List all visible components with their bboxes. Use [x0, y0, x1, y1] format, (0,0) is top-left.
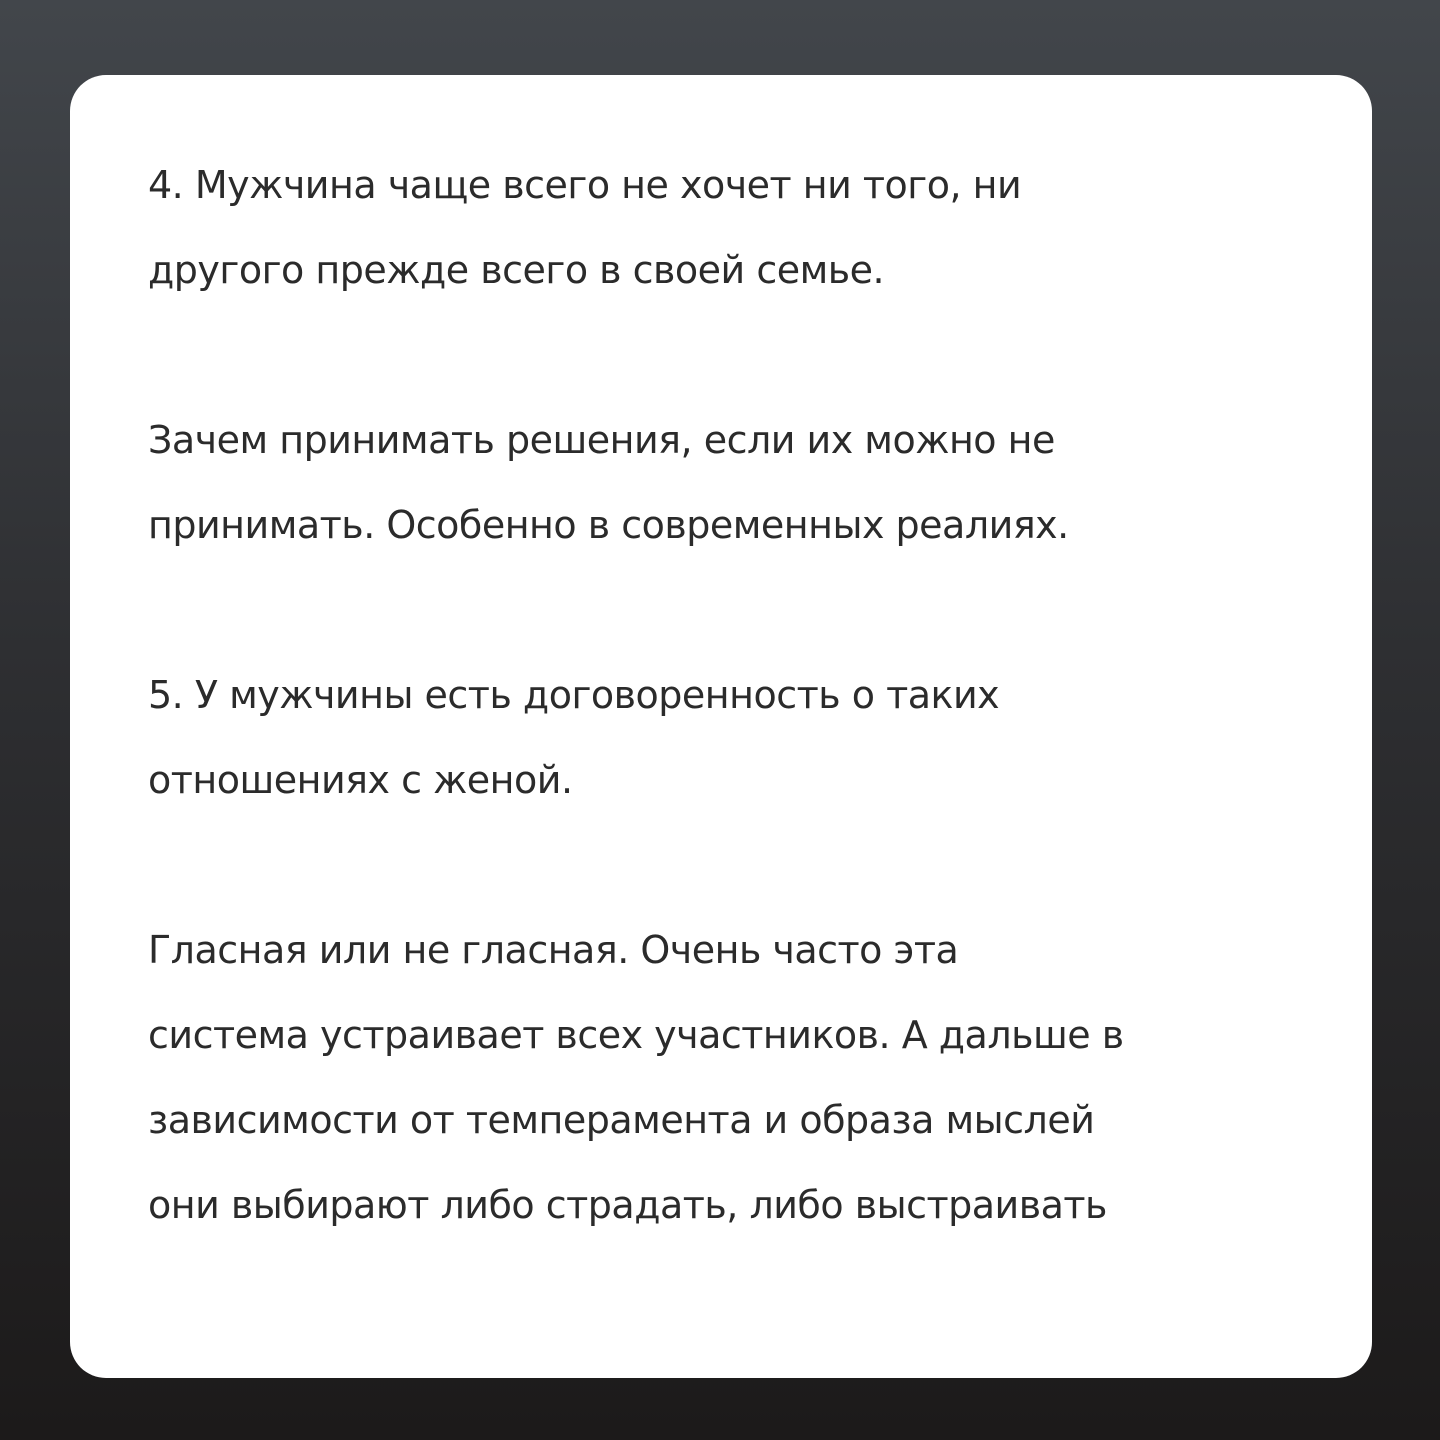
- card-text-body: [148, 143, 1332, 1248]
- paragraph-point-4: [148, 143, 1332, 313]
- text-card: [70, 75, 1372, 1378]
- text-line: Зачем принимать решения, если их можно не: [148, 418, 1055, 462]
- text-line: 4. Мужчина чаще всего не хочет ни того, ни: [148, 163, 1022, 207]
- text-line: 5. У мужчины есть договоренность о таких: [148, 673, 1000, 717]
- text-line: Гласная или не гласная. Очень часто эта: [148, 928, 959, 972]
- text-line: отношениях с женой.: [148, 758, 573, 802]
- text-line: зависимости от темперамента и образа мыслей: [148, 1098, 1095, 1142]
- paragraph-system: [148, 908, 1332, 1248]
- paragraph-point-5: [148, 653, 1332, 823]
- paragraph-decisions: [148, 398, 1332, 568]
- text-line: система устраивает всех участников. А дальше в: [148, 1013, 1124, 1057]
- text-line: принимать. Особенно в современных реалиях.: [148, 503, 1069, 547]
- text-line: они выбирают либо страдать, либо выстраивать: [148, 1183, 1107, 1227]
- text-line: другого прежде всего в своей семье.: [148, 248, 885, 292]
